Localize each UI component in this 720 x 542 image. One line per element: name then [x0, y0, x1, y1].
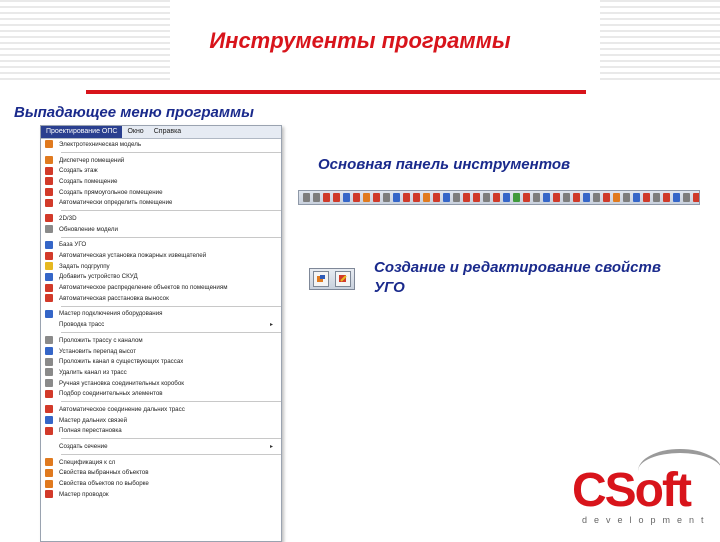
- database-icon: [45, 241, 53, 249]
- toolbar-button-icon[interactable]: [613, 193, 620, 202]
- toolbar-button-icon[interactable]: [473, 193, 480, 202]
- toolbar-button-icon[interactable]: [433, 193, 440, 202]
- ugo-toolbar: [309, 268, 355, 290]
- menu-item[interactable]: [41, 378, 281, 389]
- menu-item-label: Мастер дальних связей: [59, 416, 128, 424]
- rooms-manager-icon: [45, 156, 53, 164]
- menu-item-label: Создать помещение: [59, 177, 118, 185]
- menu-item[interactable]: [41, 240, 281, 251]
- toolbar-button-icon[interactable]: [673, 193, 680, 202]
- menu-item[interactable]: [41, 404, 281, 415]
- toolbar-button-icon[interactable]: [353, 193, 360, 202]
- callout-icon: [45, 294, 53, 302]
- menu-item[interactable]: [41, 250, 281, 261]
- toolbar-button-icon[interactable]: [503, 193, 510, 202]
- toolbar-button-icon[interactable]: [343, 193, 350, 202]
- toolbar-button-icon[interactable]: [513, 193, 520, 202]
- menu-separator: [61, 306, 281, 307]
- menu-item[interactable]: [41, 457, 281, 468]
- menu-item-label: Установить перепад высот: [59, 347, 137, 355]
- submenu-arrow-icon: ▸: [269, 444, 273, 451]
- title-underline: [86, 90, 586, 94]
- selection-props-icon: [45, 480, 53, 488]
- menubar-item-design[interactable]: Проектирование ОПС: [41, 126, 122, 138]
- toolbar-button-icon[interactable]: [653, 193, 660, 202]
- menu-item[interactable]: [41, 346, 281, 357]
- menu-item-label: Автоматическое распределение объектов по помещениям: [59, 284, 228, 292]
- menu-item-label: Полная перестановка: [59, 427, 122, 435]
- menu-item-label: База УГО: [59, 241, 87, 249]
- junction-box-icon: [45, 379, 53, 387]
- view-3d-icon: [45, 214, 53, 222]
- toolbar-button-icon[interactable]: [693, 193, 700, 202]
- dropdown-menu: [41, 139, 281, 500]
- menu-item[interactable]: [41, 367, 281, 378]
- menu-item-label: Создать прямоугольное помещение: [59, 188, 163, 196]
- menu-item-label: Проводка трасс: [59, 321, 105, 329]
- menu-separator: [61, 454, 281, 455]
- auto-connect-icon: [45, 405, 53, 413]
- menu-item-label: Проложить канал в существующих трассах: [59, 358, 184, 366]
- wizard-icon: [45, 310, 53, 318]
- toolbar-button-icon[interactable]: [563, 193, 570, 202]
- menu-separator: [61, 210, 281, 211]
- menu-item[interactable]: [41, 319, 281, 330]
- menu-item-spacer: [45, 443, 53, 451]
- toolbar-button-icon[interactable]: [633, 193, 640, 202]
- menu-item[interactable]: [41, 224, 281, 235]
- toolbar-button-icon[interactable]: [583, 193, 590, 202]
- toolbar-button-icon[interactable]: [643, 193, 650, 202]
- menu-item-label: Добавить устройство СКУД: [59, 273, 138, 281]
- menu-item-label: Создать этаж: [59, 167, 98, 175]
- toolbar-button-icon[interactable]: [533, 193, 540, 202]
- ugo-create-icon[interactable]: [313, 271, 329, 287]
- toolbar-button-icon[interactable]: [663, 193, 670, 202]
- menu-item-label: Подбор соединительных элементов: [59, 390, 163, 398]
- toolbar-button-icon[interactable]: [373, 193, 380, 202]
- toolbar-button-icon[interactable]: [593, 193, 600, 202]
- menu-item-label: Автоматическое соединение дальних трасс: [59, 405, 185, 413]
- menu-separator: [61, 438, 281, 439]
- refresh-icon: [45, 225, 53, 233]
- toolbar-button-icon[interactable]: [363, 193, 370, 202]
- toolbar-button-icon[interactable]: [413, 193, 420, 202]
- channel-icon: [45, 358, 53, 366]
- floor-icon: [45, 167, 53, 175]
- toolbar-button-icon[interactable]: [623, 193, 630, 202]
- slide-title: Инструменты программы: [209, 28, 511, 53]
- menu-item-label: Автоматическая установка пожарных извещателей: [59, 252, 207, 260]
- ugo-caption: Создание и редактирование свойств УГО: [374, 259, 661, 296]
- toolbar-button-icon[interactable]: [553, 193, 560, 202]
- menu-item[interactable]: [41, 139, 281, 150]
- rect-room-icon: [45, 188, 53, 196]
- menubar-item-window[interactable]: Окно: [127, 128, 144, 135]
- menu-item[interactable]: [41, 468, 281, 479]
- menu-item-label: Автоматическая расстановка выносок: [59, 294, 169, 302]
- menu-caption: Выпадающее меню программы: [14, 104, 254, 121]
- menu-item[interactable]: [41, 261, 281, 272]
- room-icon: [45, 177, 53, 185]
- distribute-icon: [45, 284, 53, 292]
- access-control-icon: [45, 273, 53, 281]
- menu-item[interactable]: [41, 282, 281, 293]
- menu-item-label: Диспетчер помещений: [59, 156, 125, 164]
- menu-item-spacer: [45, 321, 53, 329]
- menubar: [41, 126, 281, 139]
- reset-icon: [45, 427, 53, 435]
- detector-icon: [45, 252, 53, 260]
- dropdown-menu-screenshot: [40, 125, 282, 542]
- toolbar-button-icon[interactable]: [383, 193, 390, 202]
- menu-item[interactable]: [41, 272, 281, 283]
- menu-item[interactable]: [41, 176, 281, 187]
- menu-item-label: Спецификация к сл: [59, 458, 116, 466]
- toolbar-button-icon[interactable]: [483, 193, 490, 202]
- detect-room-icon: [45, 199, 53, 207]
- menu-item-label: Свойства выбранных объектов: [59, 469, 149, 477]
- toolbar-button-icon[interactable]: [493, 193, 500, 202]
- menu-item-label: Задать подгруппу: [59, 262, 110, 270]
- menu-item[interactable]: [41, 335, 281, 346]
- toolbar-button-icon[interactable]: [393, 193, 400, 202]
- toolbar-button-icon[interactable]: [683, 193, 690, 202]
- toolbar-button-icon[interactable]: [323, 193, 330, 202]
- toolbar-button-icon[interactable]: [303, 193, 310, 202]
- submenu-arrow-icon: ▸: [269, 322, 273, 329]
- menu-item-label: Ручная установка соединительных коробок: [59, 379, 184, 387]
- csoft-logo: [566, 455, 716, 535]
- menu-item[interactable]: [41, 388, 281, 399]
- toolbar-button-icon[interactable]: [543, 193, 550, 202]
- toolbar-button-icon[interactable]: [603, 193, 610, 202]
- menu-separator: [61, 401, 281, 402]
- toolbar-button-icon[interactable]: [453, 193, 460, 202]
- menu-item-label: Обновление модели: [59, 225, 118, 233]
- menu-item[interactable]: [41, 197, 281, 208]
- toolbar-button-icon[interactable]: [573, 193, 580, 202]
- height-drop-icon: [45, 347, 53, 355]
- wiring-wizard-icon: [45, 490, 53, 498]
- logo-tagline: development: [582, 515, 711, 525]
- menu-item[interactable]: [41, 309, 281, 320]
- menu-separator: [61, 237, 281, 238]
- route-icon: [45, 336, 53, 344]
- menu-item-label: Автоматически определить помещение: [59, 199, 173, 207]
- menu-item[interactable]: [41, 293, 281, 304]
- menu-item[interactable]: [41, 155, 281, 166]
- menu-item[interactable]: [41, 478, 281, 489]
- remove-channel-icon: [45, 368, 53, 376]
- toolbar-button-icon[interactable]: [423, 193, 430, 202]
- menu-item[interactable]: [41, 356, 281, 367]
- menu-item-label: Электротехническая модель: [59, 140, 142, 148]
- menu-item-label: Мастер проводок: [59, 490, 109, 498]
- menu-item-label: 2D/3D: [59, 214, 77, 222]
- far-links-icon: [45, 416, 53, 424]
- menu-separator: [61, 152, 281, 153]
- menu-item[interactable]: [41, 489, 281, 500]
- toolbar-button-icon[interactable]: [313, 193, 320, 202]
- menu-item[interactable]: [41, 426, 281, 437]
- toolbar-caption: Основная панель инструментов: [318, 156, 571, 173]
- menu-item-label: Удалить канал из трасс: [59, 368, 127, 376]
- toolbar-button-icon[interactable]: [443, 193, 450, 202]
- model-icon: [45, 140, 53, 148]
- main-toolbar: [298, 190, 700, 205]
- toolbar-button-icon[interactable]: [523, 193, 530, 202]
- subgroup-icon: [45, 262, 53, 270]
- menu-item-label: Мастер подключения оборудования: [59, 310, 163, 318]
- menu-separator: [61, 332, 281, 333]
- connector-icon: [45, 390, 53, 398]
- menu-item[interactable]: [41, 165, 281, 176]
- menu-item-label: Проложить трассу с каналом: [59, 336, 143, 344]
- menu-item-label: Свойства объектов по выборке: [59, 480, 149, 488]
- toolbar-button-icon[interactable]: [333, 193, 340, 202]
- properties-icon: [45, 469, 53, 477]
- menu-item[interactable]: [41, 441, 281, 452]
- menu-item[interactable]: [41, 213, 281, 224]
- menu-item-label: Создать сечение: [59, 443, 108, 451]
- menu-item[interactable]: [41, 187, 281, 198]
- toolbar-button-icon[interactable]: [463, 193, 470, 202]
- logo-name: CSoft: [572, 464, 690, 517]
- menu-item[interactable]: [41, 415, 281, 426]
- toolbar-button-icon[interactable]: [403, 193, 410, 202]
- menubar-item-help[interactable]: Справка: [153, 128, 182, 135]
- ugo-edit-icon[interactable]: [335, 271, 351, 287]
- spec-icon: [45, 458, 53, 466]
